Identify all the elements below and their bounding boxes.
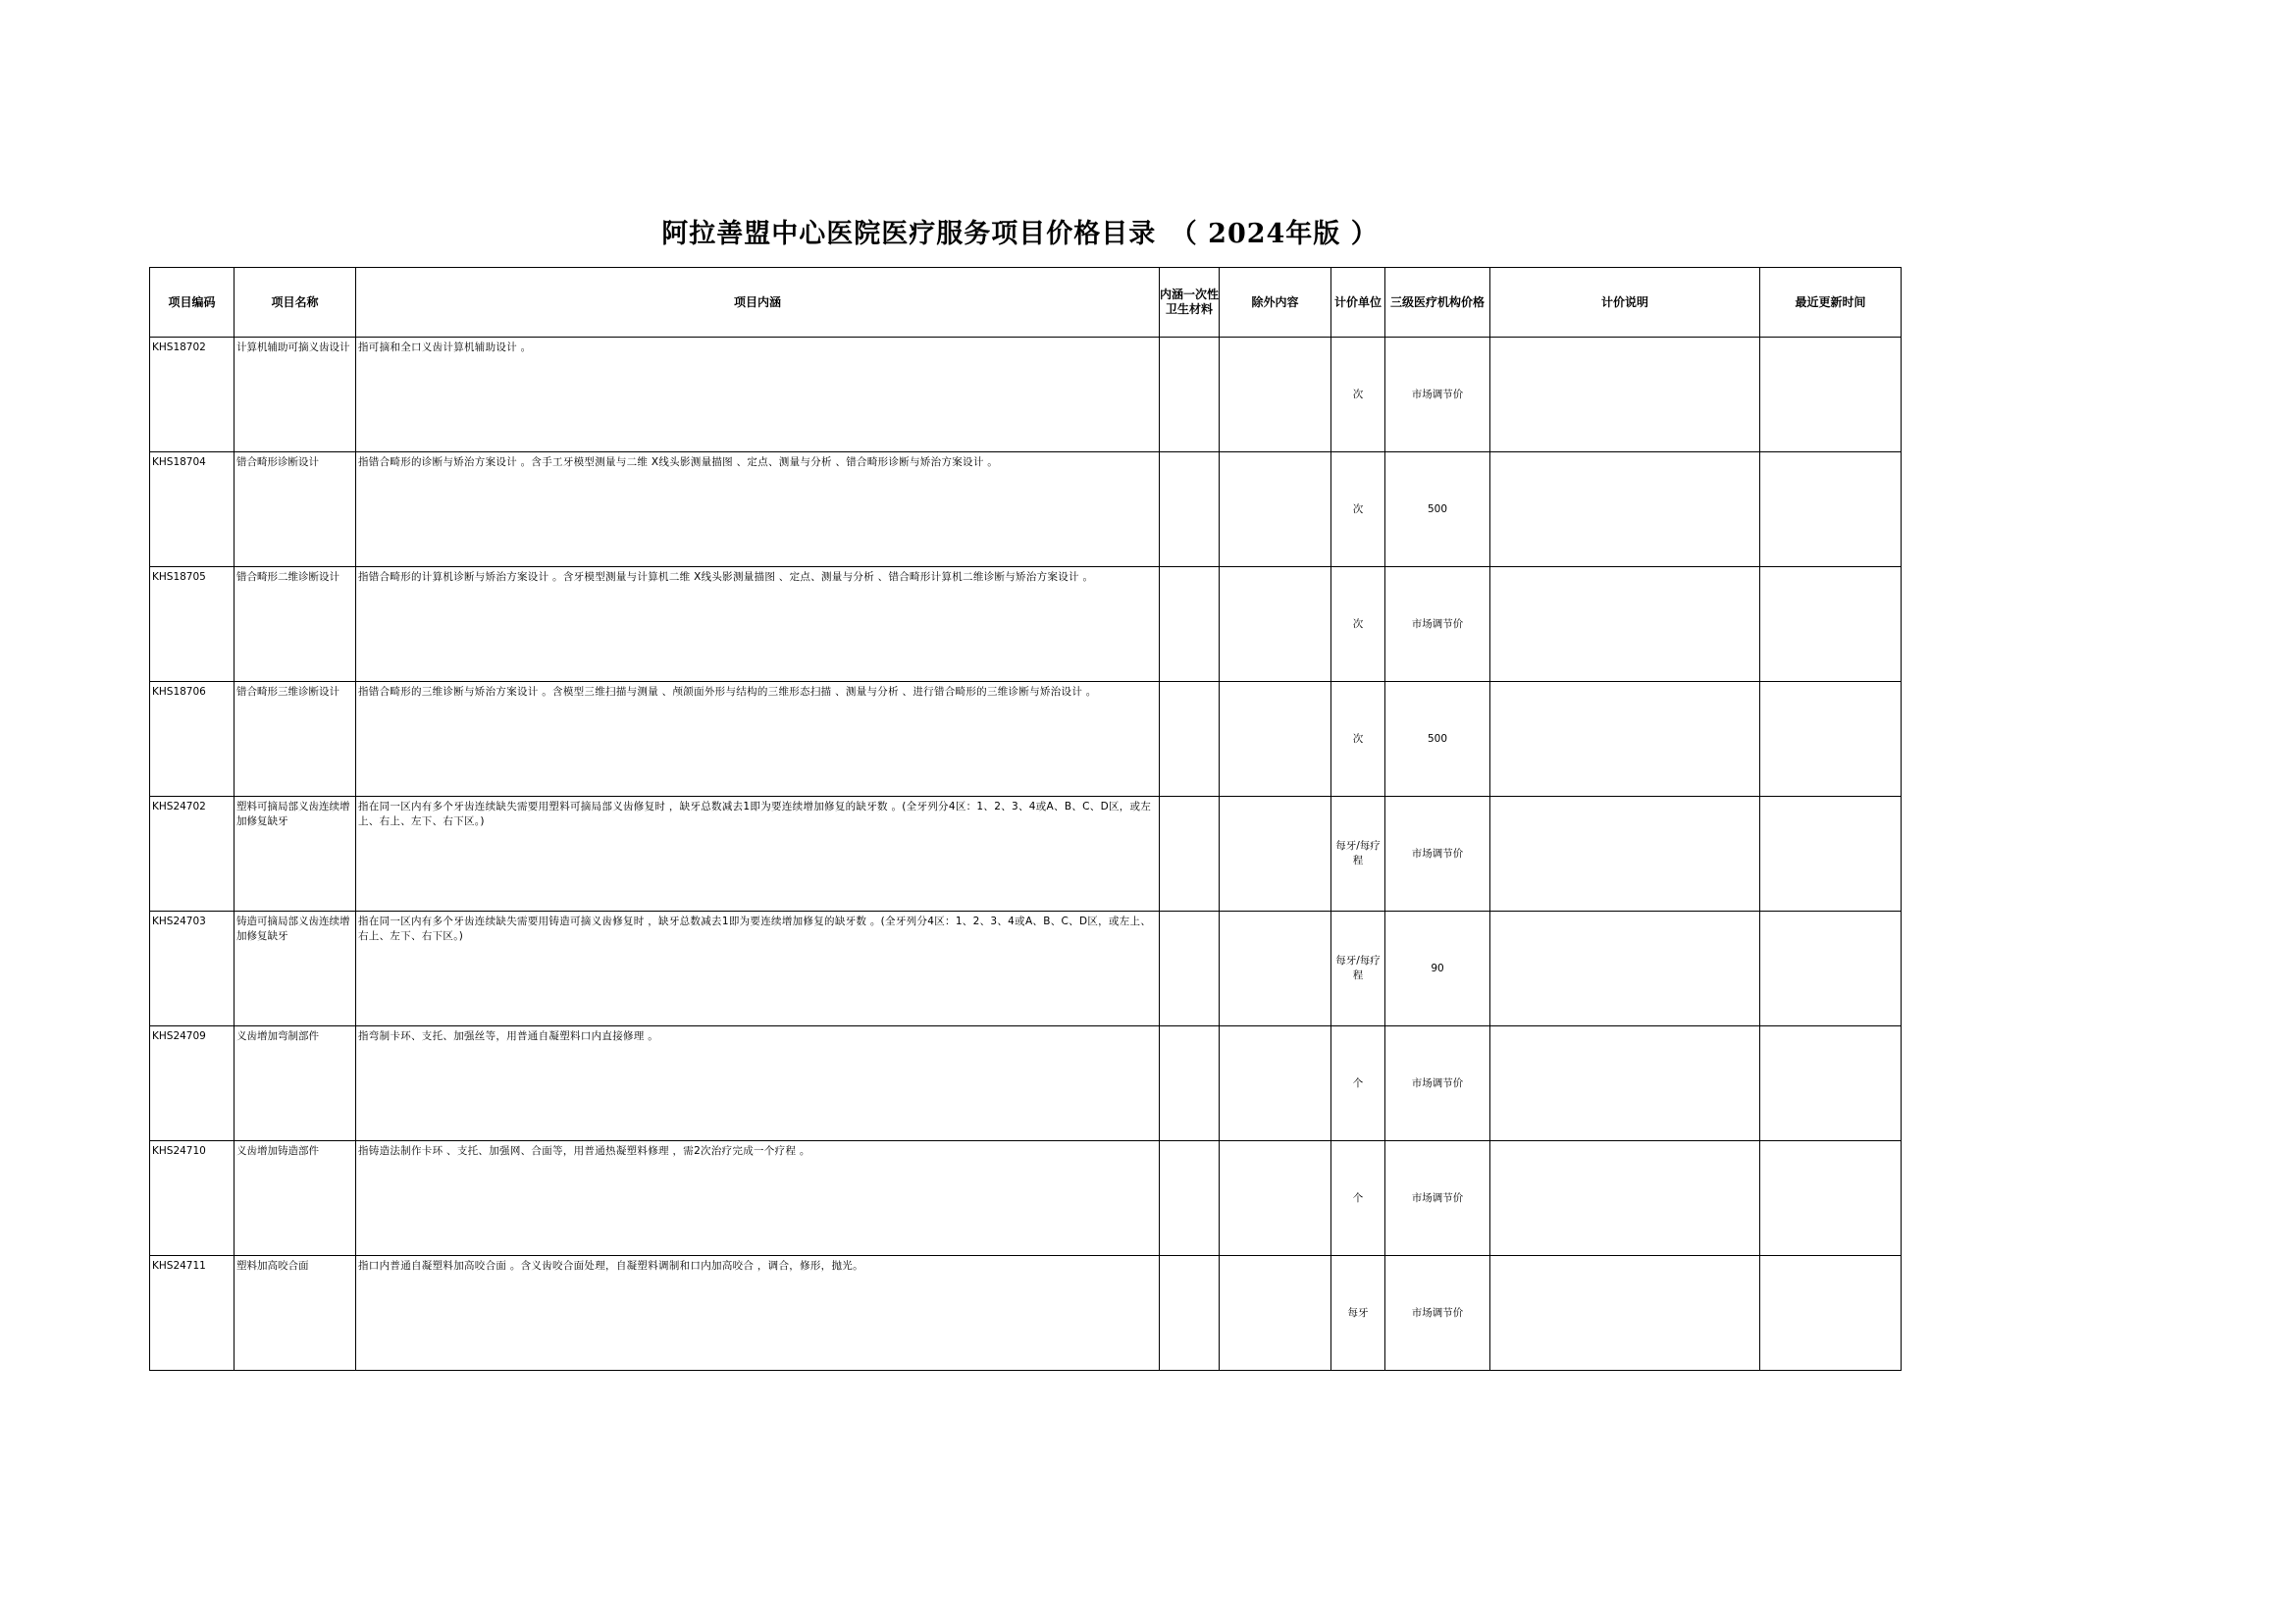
cell-unit: 个 xyxy=(1331,1026,1385,1141)
cell-price: 500 xyxy=(1385,682,1490,797)
cell-exclusions xyxy=(1220,912,1331,1026)
header-exclusions: 除外内容 xyxy=(1220,268,1331,338)
cell-consumables xyxy=(1160,338,1220,452)
cell-code: KHS24703 xyxy=(150,912,235,1026)
cell-exclusions xyxy=(1220,567,1331,682)
cell-unit: 每牙 xyxy=(1331,1256,1385,1371)
cell-code: KHS18702 xyxy=(150,338,235,452)
table-row xyxy=(150,1026,1902,1141)
cell-code: KHS24709 xyxy=(150,1026,235,1141)
cell-content: 指弯制卡环、支托、加强丝等，用普通自凝塑料口内直接修理 。 xyxy=(356,1026,1160,1141)
cell-name: 错合畸形二维诊断设计 xyxy=(235,567,356,682)
cell-updated xyxy=(1760,797,1902,912)
cell-notes xyxy=(1490,1141,1760,1256)
cell-consumables xyxy=(1160,912,1220,1026)
cell-updated xyxy=(1760,567,1902,682)
cell-notes xyxy=(1490,1026,1760,1141)
header-price: 三级医疗机构价格 xyxy=(1385,268,1490,338)
table-row xyxy=(150,338,1902,452)
cell-exclusions xyxy=(1220,1026,1331,1141)
cell-code: KHS18704 xyxy=(150,452,235,567)
cell-consumables xyxy=(1160,682,1220,797)
table-row xyxy=(150,1256,1902,1371)
cell-unit: 每牙/每疗程 xyxy=(1331,797,1385,912)
cell-code: KHS18705 xyxy=(150,567,235,682)
header-name: 项目名称 xyxy=(235,268,356,338)
cell-exclusions xyxy=(1220,1256,1331,1371)
cell-name: 塑料可摘局部义齿连续增加修复缺牙 xyxy=(235,797,356,912)
cell-name: 塑料加高咬合面 xyxy=(235,1256,356,1371)
cell-code: KHS18706 xyxy=(150,682,235,797)
cell-updated xyxy=(1760,1026,1902,1141)
cell-notes xyxy=(1490,912,1760,1026)
cell-consumables xyxy=(1160,1026,1220,1141)
document-title: 阿拉善盟中心医院医疗服务项目价格目录 （ 2024年版 ） xyxy=(661,219,1379,249)
cell-code: KHS24711 xyxy=(150,1256,235,1371)
cell-price: 市场调节价 xyxy=(1385,1141,1490,1256)
cell-unit: 个 xyxy=(1331,1141,1385,1256)
cell-name: 铸造可摘局部义齿连续增加修复缺牙 xyxy=(235,912,356,1026)
cell-price: 500 xyxy=(1385,452,1490,567)
cell-updated xyxy=(1760,1256,1902,1371)
cell-consumables xyxy=(1160,1256,1220,1371)
cell-exclusions xyxy=(1220,338,1331,452)
cell-unit: 次 xyxy=(1331,338,1385,452)
cell-notes xyxy=(1490,682,1760,797)
cell-content: 指在同一区内有多个牙齿连续缺失需要用塑料可摘局部义齿修复时 ，缺牙总数减去1即为要连续增加修复的缺牙数 。(全牙列分4区：1、2、3、4或A、B、C、D区，或左上、右上、左下、右下区。) xyxy=(356,797,1160,912)
cell-updated xyxy=(1760,452,1902,567)
cell-exclusions xyxy=(1220,1141,1331,1256)
cell-consumables xyxy=(1160,452,1220,567)
cell-updated xyxy=(1760,338,1902,452)
table-row xyxy=(150,682,1902,797)
cell-code: KHS24710 xyxy=(150,1141,235,1256)
cell-price: 市场调节价 xyxy=(1385,797,1490,912)
cell-name: 错合畸形诊断设计 xyxy=(235,452,356,567)
cell-consumables xyxy=(1160,567,1220,682)
cell-updated xyxy=(1760,912,1902,1026)
table-row xyxy=(150,567,1902,682)
cell-content: 指可摘和全口义齿计算机辅助设计 。 xyxy=(356,338,1160,452)
cell-price: 市场调节价 xyxy=(1385,1026,1490,1141)
header-notes: 计价说明 xyxy=(1490,268,1760,338)
table-row xyxy=(150,797,1902,912)
cell-name: 义齿增加铸造部件 xyxy=(235,1141,356,1256)
cell-notes xyxy=(1490,1256,1760,1371)
cell-notes xyxy=(1490,567,1760,682)
header-updated: 最近更新时间 xyxy=(1760,268,1902,338)
header-unit: 计价单位 xyxy=(1331,268,1385,338)
table-row xyxy=(150,1141,1902,1256)
cell-price: 市场调节价 xyxy=(1385,338,1490,452)
cell-name: 错合畸形三维诊断设计 xyxy=(235,682,356,797)
cell-price: 市场调节价 xyxy=(1385,1256,1490,1371)
header-code: 项目编码 xyxy=(150,268,235,338)
cell-exclusions xyxy=(1220,452,1331,567)
cell-content: 指错合畸形的计算机诊断与矫治方案设计 。含牙模型测量与计算机二维 X线头影测量描图 、定点、测量与分析 、错合畸形计算机二维诊断与矫治方案设计 。 xyxy=(356,567,1160,682)
cell-consumables xyxy=(1160,797,1220,912)
cell-price: 90 xyxy=(1385,912,1490,1026)
table-row xyxy=(150,452,1902,567)
cell-unit: 次 xyxy=(1331,682,1385,797)
cell-exclusions xyxy=(1220,797,1331,912)
price-table xyxy=(149,267,1902,1371)
cell-notes xyxy=(1490,797,1760,912)
cell-content: 指错合畸形的诊断与矫治方案设计 。含手工牙模型测量与二维 X线头影测量描图 、定点、测量与分析 、错合畸形诊断与矫治方案设计 。 xyxy=(356,452,1160,567)
cell-content: 指在同一区内有多个牙齿连续缺失需要用铸造可摘义齿修复时 ，缺牙总数减去1即为要连续增加修复的缺牙数 。(全牙列分4区：1、2、3、4或A、B、C、D区，或左上、右上、左下、右下区。) xyxy=(356,912,1160,1026)
cell-name: 义齿增加弯制部件 xyxy=(235,1026,356,1141)
table-row xyxy=(150,912,1902,1026)
cell-updated xyxy=(1760,1141,1902,1256)
cell-code: KHS24702 xyxy=(150,797,235,912)
cell-consumables xyxy=(1160,1141,1220,1256)
cell-content: 指口内普通自凝塑料加高咬合面 。含义齿咬合面处理，自凝塑料调制和口内加高咬合 ，调合，修形，抛光。 xyxy=(356,1256,1160,1371)
cell-updated xyxy=(1760,682,1902,797)
cell-notes xyxy=(1490,452,1760,567)
cell-content: 指铸造法制作卡环 、支托、加强网、合面等，用普通热凝塑料修理 ，需2次治疗完成一个疗程 。 xyxy=(356,1141,1160,1256)
cell-unit: 次 xyxy=(1331,452,1385,567)
cell-name: 计算机辅助可摘义齿设计 xyxy=(235,338,356,452)
cell-price: 市场调节价 xyxy=(1385,567,1490,682)
table-header-row xyxy=(150,268,1902,338)
cell-unit: 次 xyxy=(1331,567,1385,682)
cell-notes xyxy=(1490,338,1760,452)
cell-content: 指错合畸形的三维诊断与矫治方案设计 。含模型三维扫描与测量 、颅颌面外形与结构的三维形态扫描 、测量与分析 、进行错合畸形的三维诊断与矫治设计 。 xyxy=(356,682,1160,797)
header-consumables: 内涵一次性卫生材料 xyxy=(1160,268,1220,338)
cell-unit: 每牙/每疗程 xyxy=(1331,912,1385,1026)
cell-exclusions xyxy=(1220,682,1331,797)
header-content: 项目内涵 xyxy=(356,268,1160,338)
